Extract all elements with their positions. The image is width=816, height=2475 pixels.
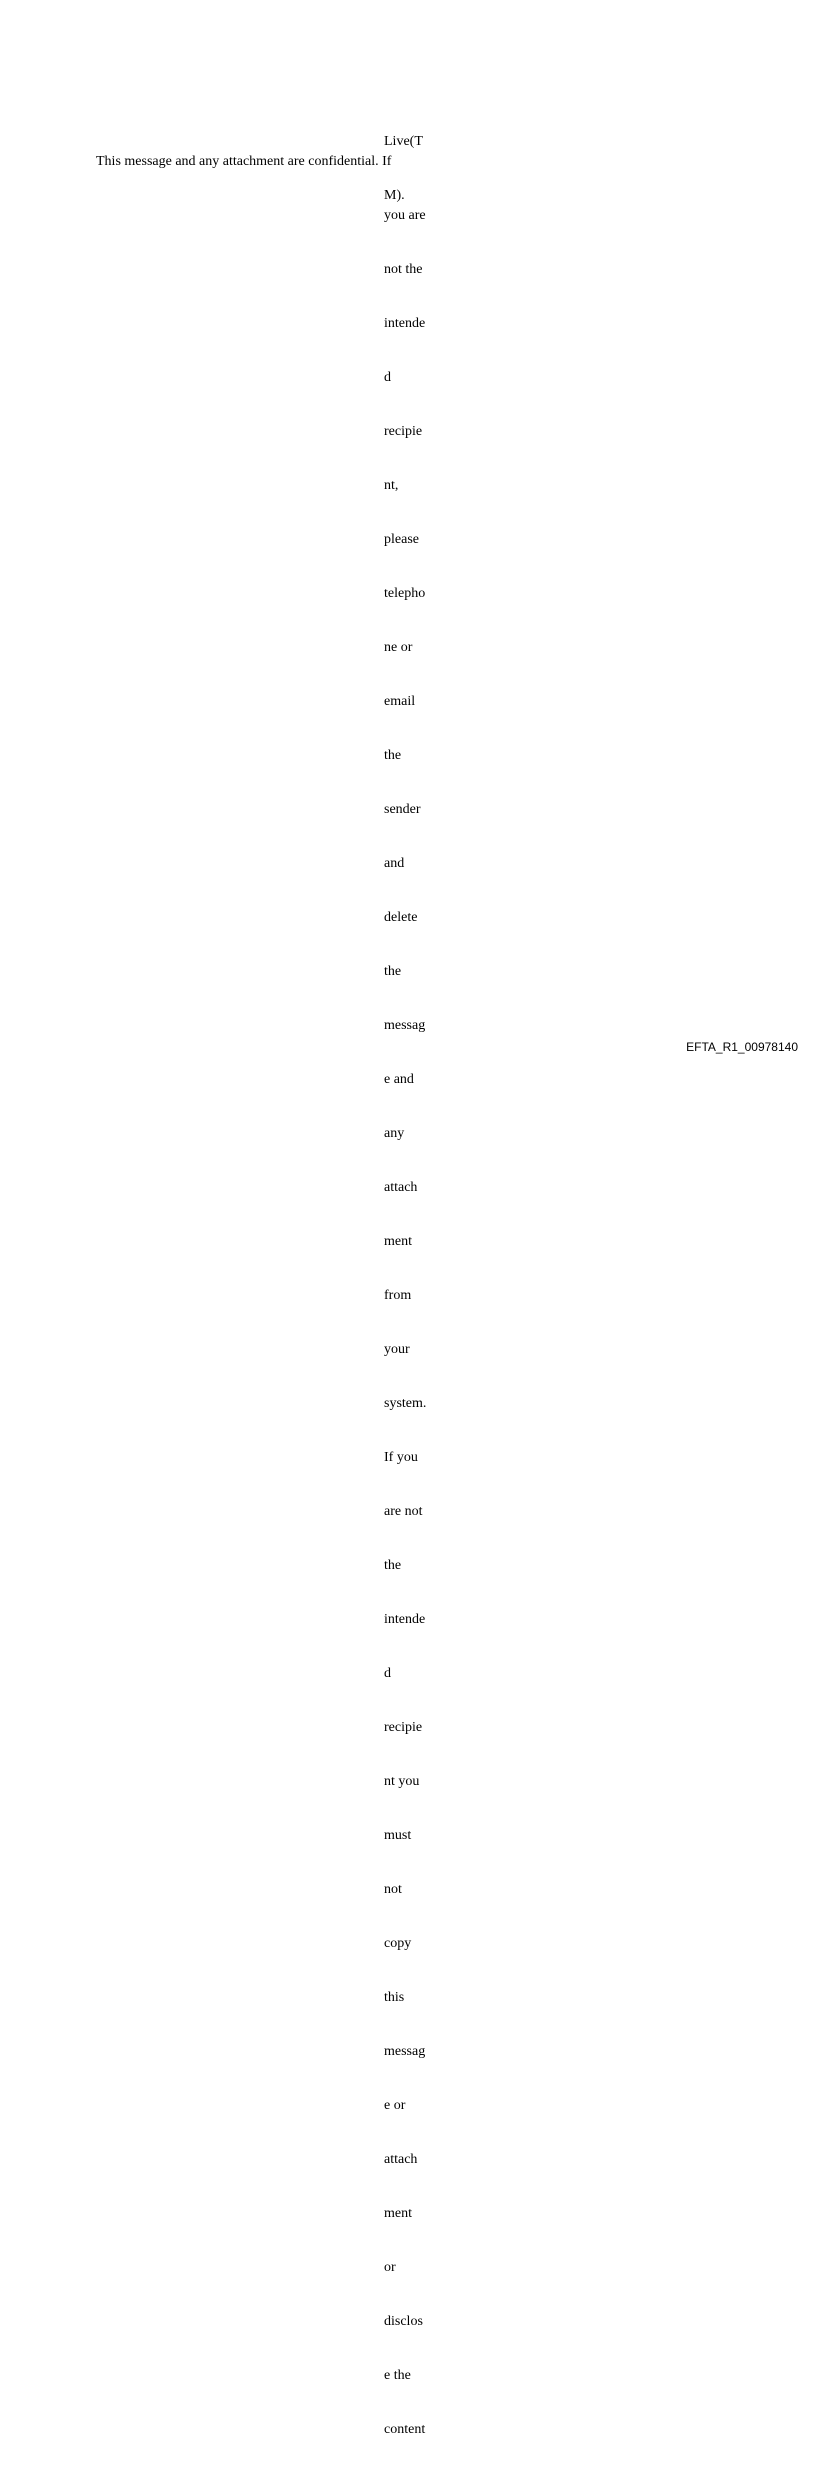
text-line: copy <box>384 1936 412 1951</box>
text-line: e or <box>384 2098 406 2113</box>
text-line: d <box>384 1666 391 1681</box>
text-line: messag <box>384 1018 426 1033</box>
text-line: messag <box>384 2044 426 2059</box>
text-line: sender <box>384 802 421 817</box>
text-line: or <box>384 2260 396 2275</box>
confidentiality-notice-first-line: This message and any attachment are confidential. If <box>96 154 392 169</box>
text-line: delete <box>384 910 418 925</box>
text-line: attach <box>384 1180 418 1195</box>
text-line: the <box>384 748 402 763</box>
text-line: are not <box>384 1504 423 1519</box>
text-line: content <box>384 2422 426 2437</box>
text-line: you are <box>384 208 426 223</box>
text-line: must <box>384 1828 412 1843</box>
text-line: nt, <box>384 478 399 493</box>
text-line: M). <box>384 188 405 203</box>
text-line: recipie <box>384 1720 423 1735</box>
text-line: ne or <box>384 640 413 655</box>
text-line: telepho <box>384 586 426 601</box>
text-line: attach <box>384 2152 418 2167</box>
text-line: please <box>384 532 419 547</box>
text-line: email <box>384 694 416 709</box>
text-line: If you <box>384 1450 418 1465</box>
text-line: ment <box>384 2206 412 2221</box>
document-id-footer: EFTA_R1_00978140 <box>686 1040 798 1054</box>
text-line: intende <box>384 1612 426 1627</box>
text-line: and <box>384 856 405 871</box>
text-line: e the <box>384 2368 411 2383</box>
text-line: not <box>384 1882 402 1897</box>
text-line: the <box>384 1558 402 1573</box>
text-line: nt you <box>384 1774 420 1789</box>
text-line: d <box>384 370 391 385</box>
text-line: from <box>384 1288 412 1303</box>
text-line: e and <box>384 1072 414 1087</box>
text-line: system. <box>384 1396 427 1411</box>
text-line: ment <box>384 1234 412 1249</box>
confidentiality-notice-column <box>384 171 444 2475</box>
text-line: not the <box>384 262 423 277</box>
text-line: any <box>384 1126 405 1141</box>
text-line: Live(T <box>384 134 423 149</box>
text-line: this <box>384 1990 405 2005</box>
text-line: intende <box>384 316 426 331</box>
text-line: disclos <box>384 2314 423 2329</box>
text-line: recipie <box>384 424 423 439</box>
text-line: the <box>384 964 402 979</box>
text-line: your <box>384 1342 410 1357</box>
